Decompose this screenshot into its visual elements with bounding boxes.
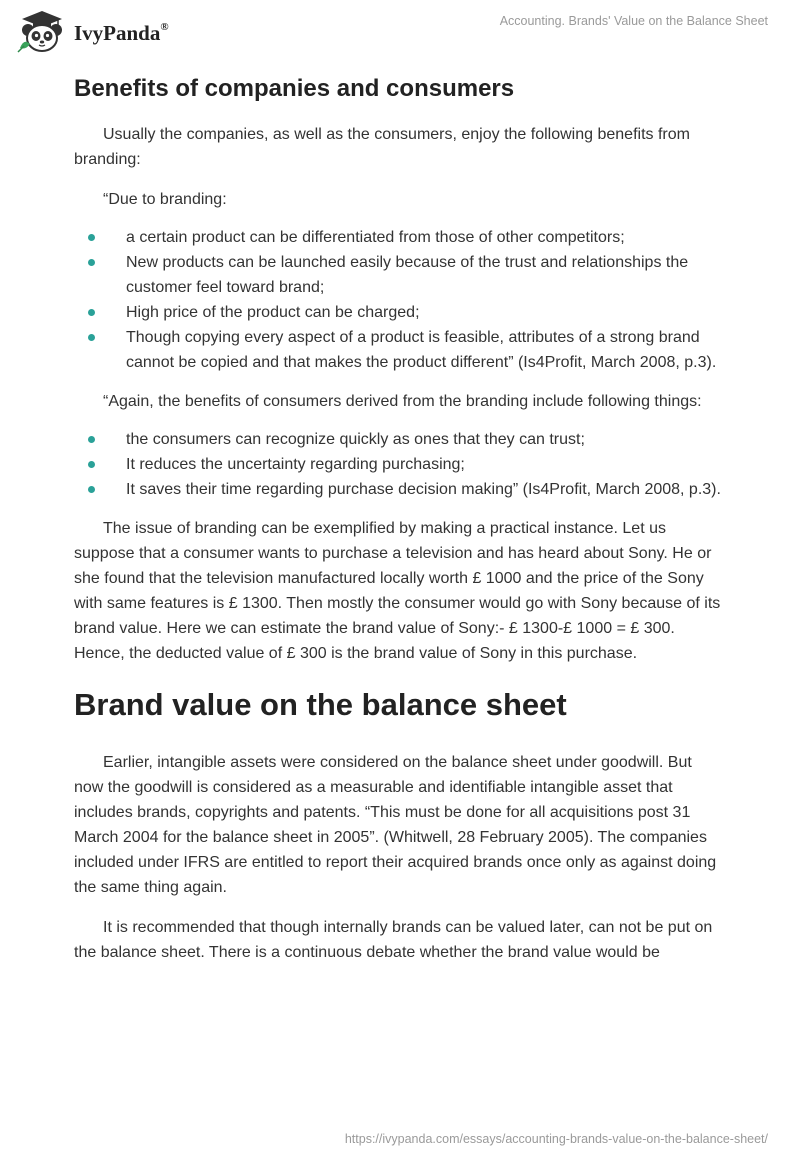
list-item: New products can be launched easily because of the trust and relationships the customer feel toward brand; xyxy=(74,250,722,300)
paragraph: “Again, the benefits of consumers derived from the branding include following things: xyxy=(103,393,702,410)
page-header xyxy=(0,0,800,64)
section-heading-balance-sheet: Brand value on the balance sheet xyxy=(74,687,567,722)
panda-graduate-icon xyxy=(14,8,70,54)
bullet-icon xyxy=(88,334,95,341)
bullet-icon xyxy=(88,309,95,316)
paragraph: Earlier, intangible assets were considered on the balance sheet under goodwill. But now the goodwill is considered as a measurable and identifiable intangible asset that includes brands, copyrights and patents. “This must be done for all acquisitions post 31 March 2004 for the balance sheet in 2005”. (Whitwell, 28 February 2005). The companies included under IFRS are entitled to report their acquired brands once only as against doing the same thing again. xyxy=(74,754,717,896)
bullet-icon xyxy=(88,461,95,468)
list-item: a certain product can be differentiated from those of other competitors; xyxy=(74,225,722,250)
list-item: Though copying every aspect of a product is feasible, attributes of a strong brand cannot be copied and that makes the product different” (Is4Profit, March 2008, p.3). xyxy=(74,325,722,375)
list-item: It reduces the uncertainty regarding purchasing; xyxy=(74,452,722,477)
list-item: High price of the product can be charged; xyxy=(74,300,722,325)
document-title: Accounting. Brands' Value on the Balance Sheet xyxy=(499,14,768,28)
paragraph: “Due to branding: xyxy=(103,191,227,208)
section-heading-benefits: Benefits of companies and consumers xyxy=(74,75,515,102)
bullet-icon xyxy=(88,486,95,493)
bullet-icon xyxy=(88,234,95,241)
logo-wordmark: IvyPanda® xyxy=(74,20,169,45)
ivypanda-logo[interactable] xyxy=(14,8,169,54)
paragraph: The issue of branding can be exemplified by making a practical instance. Let us suppose that a consumer wants to purchase a television and has heard about Sony. He or she found that the television manufactured locally worth £ 1000 and the price of the Sony with same features is £ 1300. Then mostly the consumer would go with Sony because of its brand value. Here we can estimate the brand value of Sony:- £ 1300-£ 1000 = £ 300. Hence, the deducted value of £ 300 is the brand value of Sony in this purchase. xyxy=(74,520,721,662)
paragraph: Usually the companies, as well as the consumers, enjoy the following benefits from branding: xyxy=(74,126,690,168)
list-item: It saves their time regarding purchase decision making” (Is4Profit, March 2008, p.3). xyxy=(74,477,722,502)
bullet-list-branding xyxy=(74,225,722,375)
article-body xyxy=(74,70,722,980)
bullet-list-consumers xyxy=(74,427,722,502)
paragraph: It is recommended that though internally brands can be valued later, can not be put on the balance sheet. There is a continuous debate whether the brand value would be xyxy=(74,919,713,961)
bullet-icon xyxy=(88,259,95,266)
bullet-icon xyxy=(88,436,95,443)
source-url[interactable]: https://ivypanda.com/essays/accounting-brands-value-on-the-balance-sheet/ xyxy=(344,1132,768,1146)
list-item: the consumers can recognize quickly as ones that they can trust; xyxy=(74,427,722,452)
